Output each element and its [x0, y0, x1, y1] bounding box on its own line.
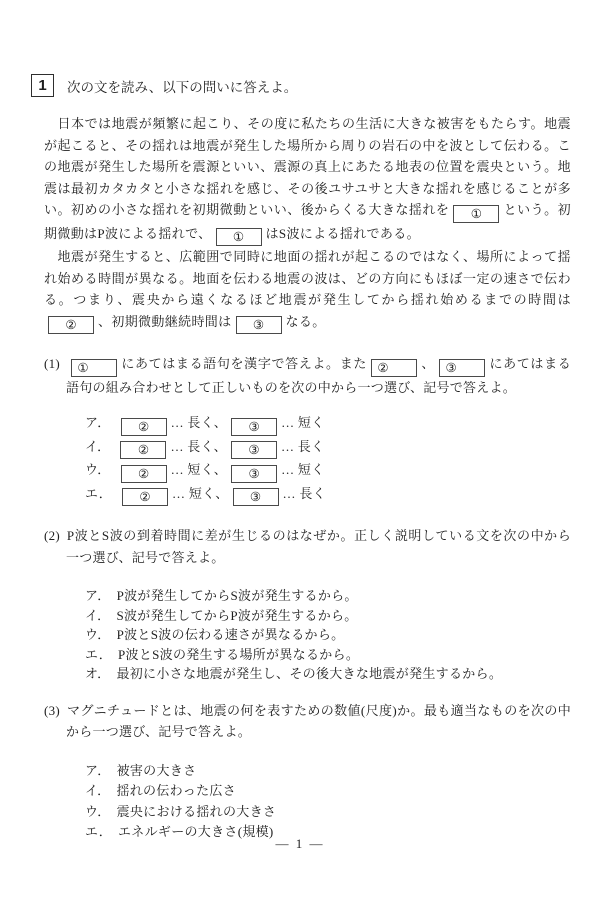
choice-letter: オ．: [85, 666, 111, 681]
circled-number-2: ②: [377, 360, 389, 375]
choice-text: … 長く、: [170, 438, 227, 454]
blank-box-3: [231, 441, 277, 459]
choice-letter: エ．: [85, 824, 112, 839]
blank-box-3: [236, 316, 282, 334]
blank-box-3: [439, 359, 485, 377]
passage-text: という。初期微動はP波による揺れで、: [44, 202, 571, 241]
choice-text: 被害の大きさ: [116, 762, 197, 778]
circled-number-2: ②: [65, 318, 77, 332]
blank-box-2: [48, 316, 94, 334]
question-3-text: マグニチュードとは、地震の何を表すための数値(尺度)か。最も適当なものを次の中から一つ選び、記号で答えよ。: [66, 702, 571, 739]
choice-letter: イ．: [85, 607, 111, 623]
blank-box-2: [121, 418, 167, 436]
blank-box-3: [233, 488, 279, 506]
circled-number-2: ②: [137, 419, 150, 434]
q3-choice-a: [85, 761, 570, 782]
choice-text: … 短く、: [172, 485, 229, 501]
choice-text: 揺れの伝わった広さ: [116, 783, 237, 798]
circled-number-3: ③: [248, 443, 260, 457]
choice-letter: エ．: [85, 485, 112, 501]
question-2-choices: [85, 586, 570, 684]
q1-choice-u: [85, 459, 570, 483]
q3-choice-i: [85, 781, 570, 802]
blank-box-1: [71, 359, 117, 377]
choice-letter: ウ．: [85, 627, 111, 642]
question-1-label: (1): [44, 356, 60, 371]
blank-box-1: [453, 205, 499, 223]
circled-number-1: ①: [77, 360, 89, 375]
blank-box-2: [120, 441, 166, 459]
choice-text: 最初に小さな地震が発生し、その後大きな地震が発生するから。: [116, 666, 503, 681]
circled-number-3: ③: [248, 466, 260, 481]
question-2: [44, 525, 571, 568]
choice-letter: イ．: [85, 438, 111, 454]
q2-choice-i: [85, 606, 570, 626]
q1-choice-a: [85, 412, 570, 436]
circled-number-3: ③: [248, 419, 260, 434]
question-1-text: にあてはまる語句の組み合わせとして正しいものを次の中から一つ選び、記号で答えよ。: [66, 356, 571, 395]
choice-text: … 長く: [280, 438, 325, 454]
question-3-label: (3): [44, 702, 60, 718]
circled-number-3: ③: [249, 490, 262, 504]
choice-text: 震央における揺れの大きさ: [116, 803, 277, 819]
q2-choice-e: [85, 645, 570, 665]
blank-box-2: [121, 465, 167, 483]
choice-letter: ア．: [85, 588, 111, 603]
choice-letter: ウ．: [85, 803, 111, 819]
choice-text: P波とS波の発生する場所が異なるから。: [118, 646, 360, 662]
circled-number-2: ②: [137, 466, 150, 481]
q1-choice-e: [85, 483, 570, 507]
question-instruction: 次の文を読み、以下の問いに答えよ。: [67, 79, 298, 95]
question-number-box: 1: [31, 74, 54, 97]
question-1-text: にあてはまる語句を漢字で答えよ。また: [120, 356, 368, 371]
passage-paragraph-2: [44, 246, 571, 334]
circled-number-3: ③: [445, 360, 457, 375]
choice-text: … 短く: [281, 462, 325, 477]
circled-number-2: ②: [137, 443, 150, 457]
blank-box-2: [371, 359, 417, 377]
choice-letter: ウ．: [85, 462, 111, 477]
page-number: — 1 —: [275, 836, 325, 851]
q2-choice-a: [85, 586, 570, 606]
passage-text: 、初期微動継続時間は: [98, 313, 232, 329]
blank-box-3: [231, 465, 277, 483]
choice-letter: イ．: [85, 783, 111, 798]
choice-text: … 長く、: [170, 415, 228, 430]
q2-choice-u: [85, 625, 570, 645]
choice-letter: ア．: [85, 762, 111, 778]
blank-box-3: [231, 418, 277, 436]
choice-letter: ア．: [85, 415, 111, 430]
passage-paragraph-1: [44, 113, 571, 246]
choice-letter: エ．: [85, 646, 112, 662]
question-1: [44, 353, 571, 398]
choice-text: … 短く、: [170, 462, 228, 477]
blank-box-2: [122, 488, 168, 506]
question-3: [44, 700, 571, 743]
choice-text: P波が発生してからS波が発生するから。: [116, 588, 358, 603]
choice-text: … 短く: [281, 415, 325, 430]
q1-choice-i: [85, 436, 570, 460]
circled-number-2: ②: [139, 490, 151, 504]
choice-text: P波とS波の伝わる速さが異なるから。: [116, 627, 345, 642]
question-2-text: P波とS波の到着時間に差が生じるのはなぜか。正しく説明している文を次の中から一つ選び、記号で答えよ。: [66, 528, 571, 565]
circled-number-1: ①: [232, 230, 245, 244]
question-3-choices: [85, 761, 570, 843]
choice-text: S波が発生してからP波が発生するから。: [116, 607, 358, 623]
question-2-label: (2): [44, 528, 60, 543]
question-1-text: 、: [421, 356, 436, 371]
blank-box-1: [216, 228, 262, 246]
circled-number-3: ③: [252, 318, 265, 332]
choice-text: エネルギーの大きさ(規模): [118, 824, 274, 839]
passage-text: はS波による揺れである。: [265, 225, 420, 241]
choice-text: … 長く: [282, 485, 326, 501]
passage-text: なる。: [285, 313, 326, 329]
question-1-choices: [85, 412, 570, 506]
passage-text: 地震が発生すると、広範囲で同時に地面の揺れが起こるのではなく、場所によって揺れ始める時間が異なる。地面を伝わる地震の波は、どの方向にもほぼ一定の速さで伝わる。つまり、震央から遠くなるほど地震が発生してから揺れ始めるまでの時間は: [44, 249, 571, 307]
q3-choice-u: [85, 802, 570, 823]
q2-choice-o: [85, 664, 570, 684]
circled-number-1: ①: [470, 206, 483, 221]
question-header: [30, 74, 570, 97]
passage-text: 日本では地震が頻繁に起こり、その度に私たちの生活に大きな被害をもたらす。地震が起こると、その揺れは地震が発生した場所から周りの岩石の中を波として伝わる。この地震が発生した場所を震源といい、震源の真上にあたる地表の位置を震央という。地震は最初カタカタと小さな揺れを感じ、その後ユサユサと大きな揺れを感じることが多い。初めの小さな揺れを初期微動といい、後からくる大きな揺れを: [44, 116, 571, 217]
